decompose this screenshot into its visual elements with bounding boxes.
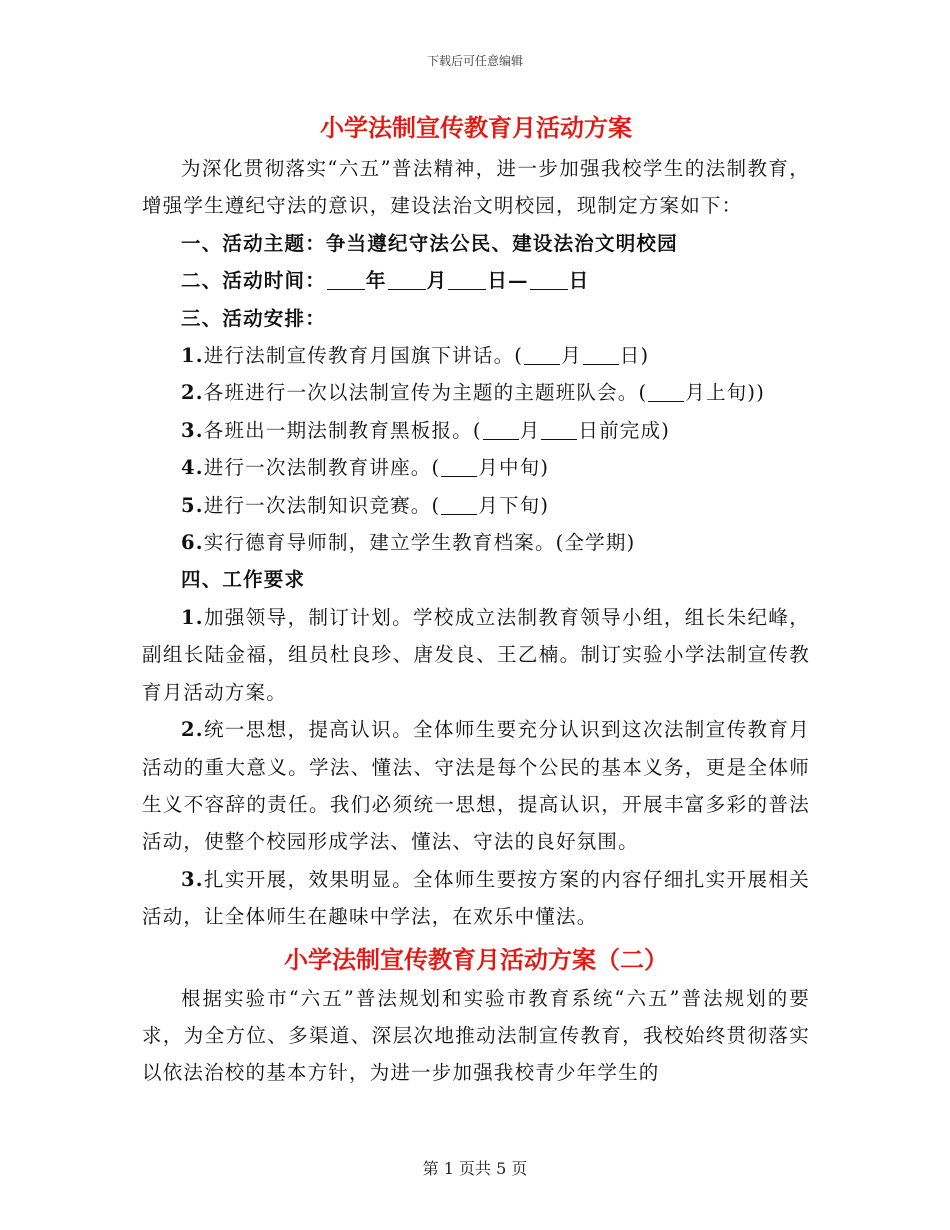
item-text: 统一思想，提高认识。全体师生要充分认识到这次法制宣传教育月活动的重大意义。学法、懂法、守法是每个公民的基本义务，更是全体师生义不容辞的责任。我们必须统一思想，提高认识，开展丰富多彩的普法活动，使整个校园形成学法、懂法、守法的良好氛围。 [142,718,810,854]
list-item [142,374,810,411]
requirement-paragraph [142,599,810,711]
item-number: 4. [181,456,204,480]
document-title-2: 小学法制宣传教育月活动方案（二） [284,944,668,974]
list-item [142,337,810,374]
item-text: 进行一次法制教育讲座。( [203,456,441,480]
item-text: 扎实开展，效果明显。全体师生要按方案的内容仔细扎实开展相关活动，让全体师生在趣味中学法，在欢乐中懂法。 [142,867,810,929]
item-text: 月下旬) [478,493,550,517]
year-label: 年 [365,269,387,293]
item-number: 5. [181,493,204,517]
item-number: 3. [181,418,204,442]
item-number: 6. [181,531,204,555]
item-text: 日前完成) [578,418,670,442]
day-dash-label: 日— [487,269,529,293]
item-text: 进行法制宣传教育月国旗下讲话。( [203,344,524,368]
blank-field [327,269,365,290]
blank-field [648,381,684,402]
item-text: 月上旬)) [685,381,765,405]
item-text: 月中旬) [478,456,550,480]
list-item [142,412,810,449]
item-number: 2. [181,381,204,405]
intro-paragraph: 为深化贯彻落实“六五”普法精神，进一步加强我校学生的法制教育，增强学生遵纪守法的意识，建设法治文明校园，现制定方案如下： [142,157,810,218]
item-number: 1. [181,344,204,368]
blank-field [448,269,486,290]
item-text: 日) [619,344,650,368]
section-theme: 一、活动主题：争当遵纪守法公民、建设法治文明校园 [181,231,678,255]
blank-field [388,269,426,290]
section-time-label: 二、活动时间： [181,269,326,293]
day-label: 日 [568,269,590,293]
section-requirements: 四、工作要求 [181,568,306,592]
document-title: 小学法制宣传教育月活动方案 [320,113,632,142]
requirement-paragraph [142,711,810,861]
list-item [142,524,810,561]
month-label: 月 [426,269,448,293]
list-item [142,487,810,524]
paragraph-2: 根据实验市“六五”普法规划和实验市教育系统“六五”普法规划的要求，为全方位、多渠道、深层次地推动法制宣传教育，我校始终贯彻落实以依法治校的基本方针，为进一步加强我校青少年学生的 [142,986,810,1085]
blank-field [483,419,519,440]
list-item [142,449,810,486]
blank-field [583,344,619,365]
item-number: 3. [181,867,204,891]
item-text: 进行一次法制知识竞赛。( [203,493,441,517]
item-number: 1. [181,605,204,629]
blank-field [541,419,577,440]
requirement-paragraph [142,861,810,936]
page-footer: 第 1 页共 5 页 [422,1159,528,1178]
section-arrangement: 三、活动安排： [181,306,326,330]
item-text: 各班出一期法制教育黑板报。( [203,418,482,442]
document-body [142,108,810,1092]
item-text: 加强领导，制订计划。学校成立法制教育领导小组，组长朱纪峰，副组长陆金福，组员杜良珍、唐发良、王乙楠。制订实验小学法制宣传教育月活动方案。 [142,605,810,704]
blank-field [524,344,560,365]
blank-field [530,269,568,290]
blank-field [441,456,477,477]
item-text: 各班进行一次以法制宣传为主题的主题班队会。( [203,381,648,405]
item-text: 实行德育导师制，建立学生教育档案。(全学期) [203,531,636,555]
page-header: 下载后可任意编辑 [426,54,523,68]
item-number: 2. [181,718,204,742]
blank-field [441,494,477,515]
item-text: 月 [561,344,582,368]
item-text: 月 [519,418,541,442]
section-time [142,262,810,299]
